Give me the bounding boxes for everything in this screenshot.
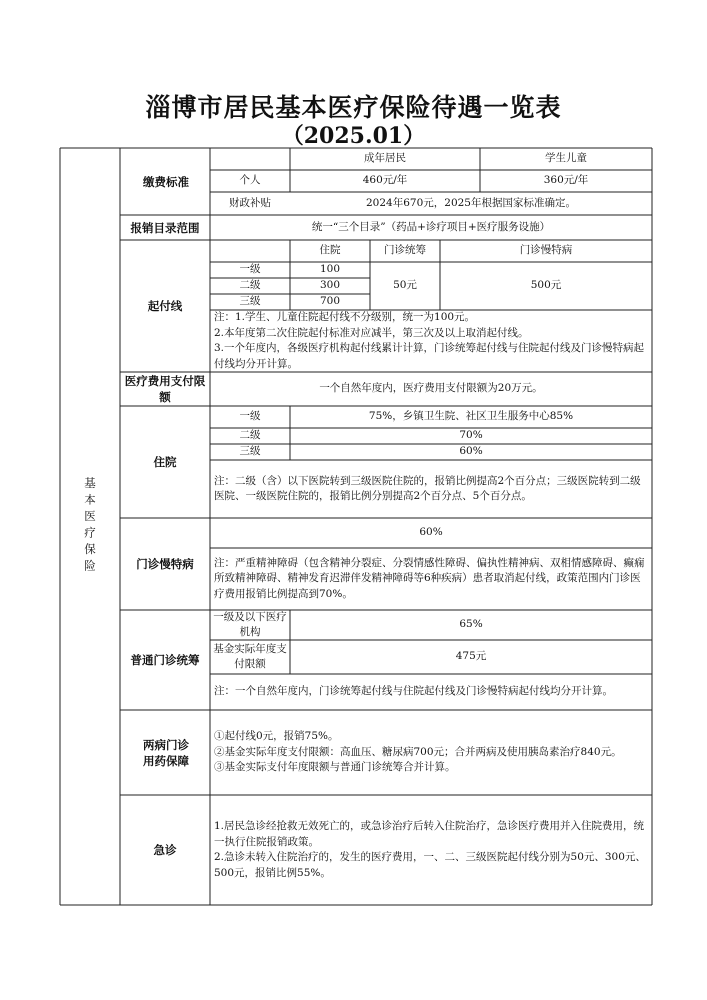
inpatient-level-3: 三级 xyxy=(239,445,261,458)
subsidy-label: 财政补贴 xyxy=(229,196,271,209)
individual-label: 个人 xyxy=(239,174,261,187)
chronic-ratio: 60% xyxy=(419,526,443,539)
col-student-header: 学生儿童 xyxy=(545,152,587,165)
document-title: 淄博市居民基本医疗保险待遇一览表 xyxy=(145,93,562,122)
deductible-level-3: 三级 xyxy=(239,295,261,308)
chronic-label: 门诊慢特病 xyxy=(136,557,194,571)
inpatient-ratio-1: 75%，乡镇卫生院、社区卫生服务中心85% xyxy=(368,410,574,423)
drug-label: 两病门诊用药保障 xyxy=(143,737,189,768)
inpatient-ratio-3: 60% xyxy=(459,445,483,458)
deductible-inpatient-2: 300 xyxy=(319,279,341,292)
inpatient-note: 注：二级（含）以下医院转到三级医院住院的，报销比例提高2个百分点；三级医院转到二级医院、一级医院住院的，报销比例分别提高2个百分点、5个百分点。 xyxy=(214,474,641,502)
limit-value: 一个自然年度内，医疗费用支付限额为20万元。 xyxy=(319,382,543,395)
deductible-chronic-header: 门诊慢特病 xyxy=(519,244,573,257)
individual-adult-value: 460元/年 xyxy=(362,174,408,187)
chronic-note: 注：严重精神障碍（包含精神分裂症、分裂情感性障碍、偏执性精神病、双相情感障碍、癫痫所致精神障碍、精神发育迟滞伴发精神障碍等6种疾病）患者取消起付线，政策范围内门诊医疗费用报销比例提高到70%。 xyxy=(214,556,645,600)
catalog-label: 报销目录范围 xyxy=(130,220,200,235)
document-subtitle: （2025.01） xyxy=(281,123,426,149)
individual-student-value: 360元/年 xyxy=(543,174,589,187)
category-label: 基本医疗保险 xyxy=(83,477,97,576)
emergency-note: 1.居民急诊经抢救无效死亡的，或急诊治疗后转入住院治疗，急诊医疗费用并入住院费用，统一执行住院报销政策。 2.急诊未转入住院治疗的，发生的医疗费用，一、二、三级医院起付线分别为50元、300元、500元，报销比例55%。 xyxy=(214,820,646,879)
deductible-inpatient-1: 100 xyxy=(319,263,341,276)
limit-label: 医疗费用支付限额 xyxy=(124,374,206,404)
deductible-level-2: 二级 xyxy=(239,279,261,292)
drug-note: ①起付线0元，报销75%。 ②基金实际年度支付限额：高血压、糖尿病700元；合并两病及使用胰岛素治疗840元。 ③基金实际支付年度限额与普通门诊统筹合并计算。 xyxy=(214,730,622,774)
outpatient-row1-label: 一级及以下医疗机构 xyxy=(213,610,287,638)
inpatient-level-1: 一级 xyxy=(239,410,261,423)
contribution-label: 缴费标准 xyxy=(143,174,189,189)
deductible-inpatient-header: 住院 xyxy=(319,244,341,257)
deductible-inpatient-3: 700 xyxy=(319,295,341,308)
outpatient-label: 普通门诊统筹 xyxy=(130,653,200,667)
outpatient-note: 注：一个自然年度内，门诊统筹起付线与住院起付线及门诊慢特病起付线均分开计算。 xyxy=(214,685,613,698)
deductible-note: 注：1.学生、儿童住院起付线不分级别，统一为100元。 2.本年度第二次住院起付标准对应减半，第三次及以上取消起付线。 3.一个年度内，各级医疗机构起付线累计计算，门诊统筹起付线与住院起付线及门诊慢特病起付线均分开计算。 xyxy=(214,311,645,370)
outpatient-row1-value: 65% xyxy=(459,618,483,631)
deductible-outpatient-value: 50元 xyxy=(393,279,417,292)
inpatient-label: 住院 xyxy=(153,455,177,469)
deductible-chronic-value: 500元 xyxy=(530,279,562,292)
deductible-level-1: 一级 xyxy=(239,263,261,276)
col-adult-header: 成年居民 xyxy=(364,152,406,165)
deductible-outpatient-header: 门诊统筹 xyxy=(384,244,426,257)
inpatient-level-2: 二级 xyxy=(239,429,261,442)
deductible-label: 起付线 xyxy=(147,299,183,313)
outpatient-row2-value: 475元 xyxy=(455,650,487,663)
emergency-label: 急诊 xyxy=(153,843,177,857)
subsidy-value: 2024年670元，2025年根据国家标准确定。 xyxy=(366,196,576,209)
outpatient-row2-label: 基金实际年度支付限额 xyxy=(213,642,287,670)
inpatient-ratio-2: 70% xyxy=(459,429,483,442)
catalog-value: 统一“三个目录”（药品+诊疗项目+医疗服务设施） xyxy=(311,220,551,233)
